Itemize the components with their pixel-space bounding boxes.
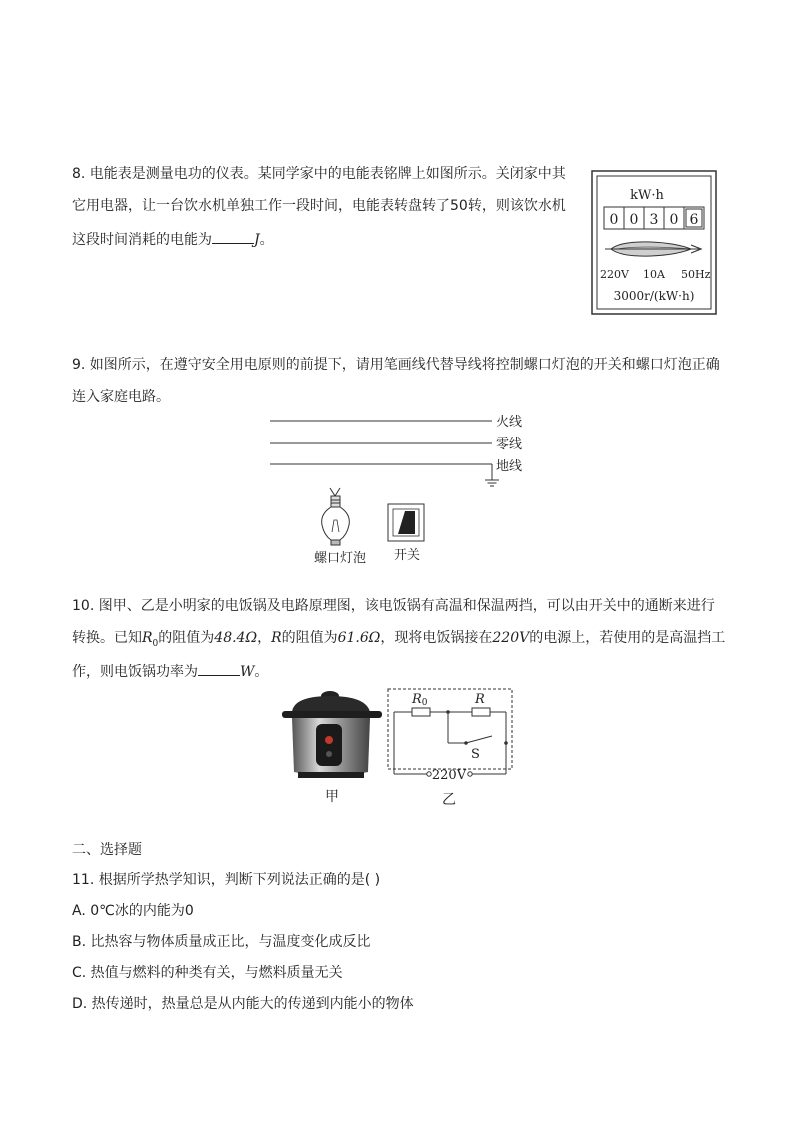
switch-icon [388,504,424,541]
cooker-circuit-figure [384,686,516,786]
q10-line-3: 作，则电饭锅功率为 W。 [72,661,268,681]
q11-option-c[interactable]: C. 热值与燃料的种类有关，与燃料质量无关 [72,965,343,981]
q10-line-1: 10. 图甲、乙是小明家的电饭锅及电路原理图，该电饭锅有高温和保温两挡，可以由开关中的通断来进行 [72,598,715,614]
q11-stem: 11. 根据所学热学知识，判断下列说法正确的是( ) [72,872,381,888]
r0-label: R0 [412,692,428,708]
meter-digit-1: 0 [609,212,619,228]
switch-s-label: S [471,747,480,762]
q8-line-2: 它用电器，让一台饮水机单独工作一段时间，电能表转盘转了50转，则该饮水机 [72,198,566,214]
q8-line-1: 8. 电能表是测量电功的仪表。某同学家中的电能表铭牌上如图所示。关闭家中其 [72,166,566,182]
meter-unit: kW·h [630,188,664,203]
switch-label: 开关 [393,548,421,563]
meter-voltage: 220V [600,268,629,281]
section-title: 二、选择题 [72,842,142,858]
ground-wire-label: 地线 [496,459,523,474]
meter-disc-icon [605,242,701,256]
q10-answer-blank[interactable] [198,661,240,676]
household-circuit-figure [260,408,540,568]
resistor-r [472,708,490,716]
rice-cooker-icon [280,684,384,784]
q10-line-2: 转换。已知$R_0$的阻值为48.4Ω，R的阻值为61.6Ω，现将电饭锅接在220V的电源上，若使用的是高温挡工 [72,630,726,649]
q11-option-d[interactable]: D. 热传递时，热量总是从内能大的传递到内能小的物体 [72,996,414,1012]
meter-digit-3: 3 [649,212,659,228]
screw-bulb-icon [322,488,350,545]
rice-cooker-figure [280,684,384,784]
energy-meter-figure [591,170,717,315]
resistor-r0 [412,708,430,716]
r-label: R [475,692,485,707]
circuit-caption: 乙 [442,792,456,808]
q8-line-3: 这段时间消耗的电能为 J。 [72,229,274,249]
switch-s-blade [466,736,492,743]
q8-answer-blank[interactable] [212,229,254,244]
q11-option-b[interactable]: B. 比热容与物体质量成正比，与温度变化成反比 [72,934,371,950]
meter-digit-2: 0 [629,212,639,228]
q9-line-1: 9. 如图所示，在遵守安全用电原则的前提下，请用笔画线代替导线将控制螺口灯泡的开关和螺口灯泡正确 [72,357,720,373]
q11-option-a[interactable]: A. 0℃冰的内能为0 [72,903,194,919]
meter-current: 10A [643,268,665,281]
bulb-label: 螺口灯泡 [313,551,367,566]
neutral-wire-label: 零线 [496,437,523,452]
live-wire-label: 火线 [496,415,523,430]
source-label: 220V [431,768,467,783]
meter-constant: 3000r/(kW·h) [613,289,695,303]
meter-digit-5: 6 [689,212,699,228]
meter-digit-4: 0 [669,212,679,228]
q9-line-2: 连入家庭电路。 [72,389,170,405]
meter-frequency: 50Hz [681,268,711,281]
rice-cooker-caption: 甲 [325,789,339,805]
